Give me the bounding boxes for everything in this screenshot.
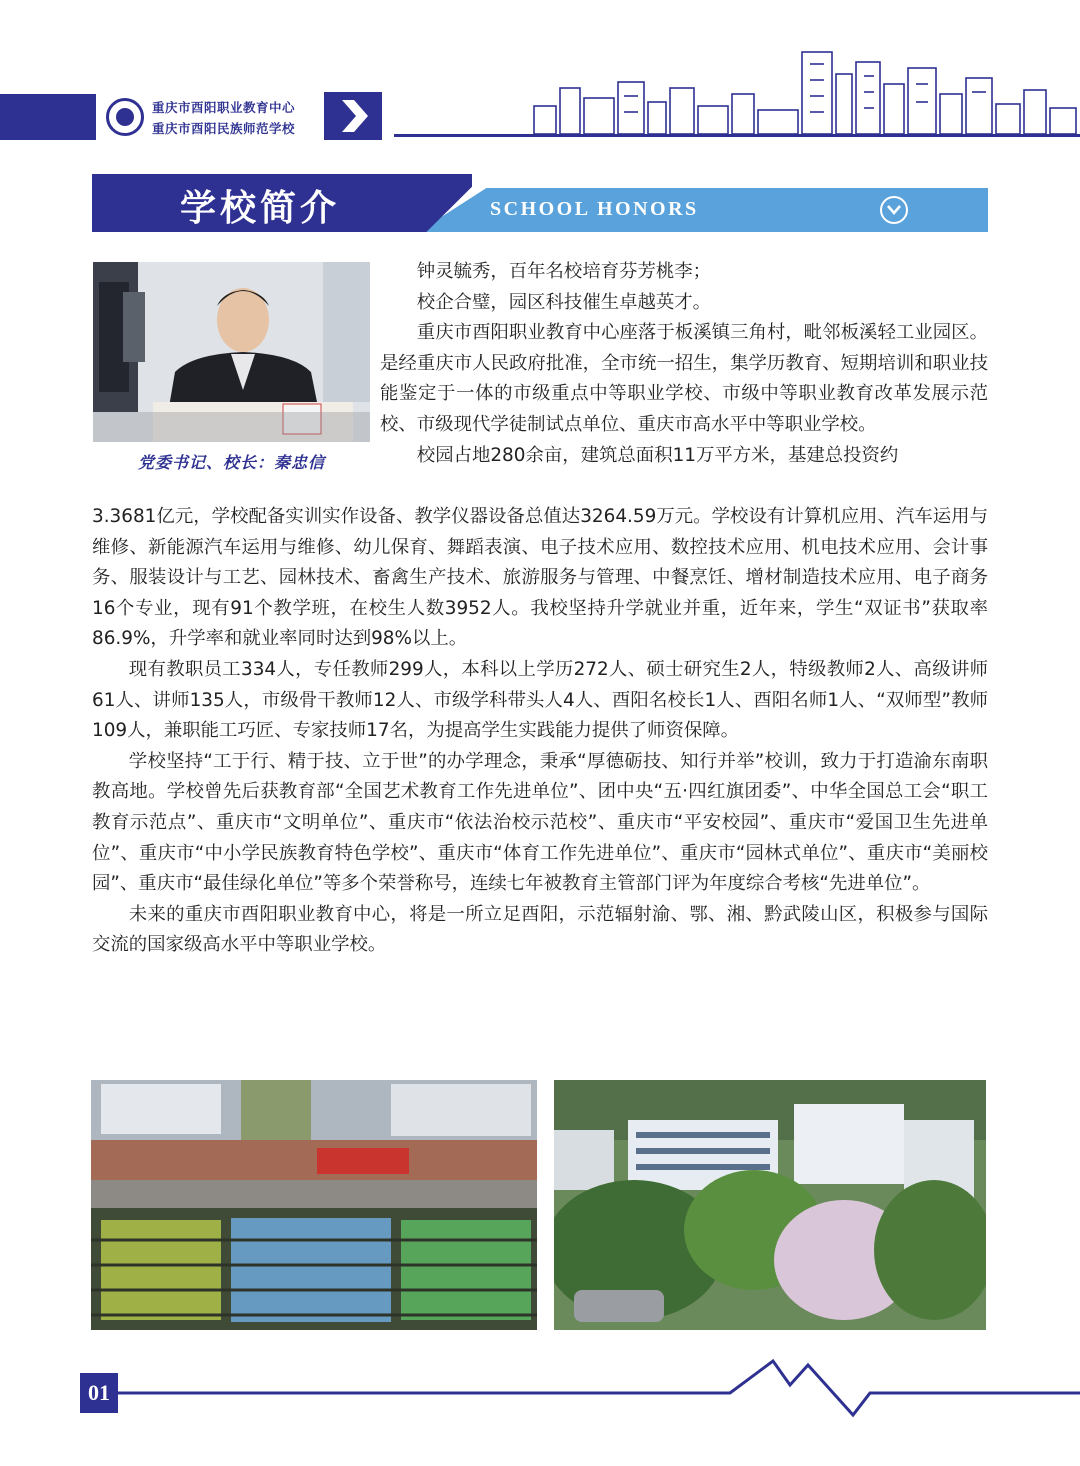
campus-buildings-photo	[554, 1080, 986, 1330]
section-subtitle-en: SCHOOL HONORS	[490, 198, 699, 220]
paragraph-campus-start: 校园占地280余亩，建筑总面积11万平方米，基建总投资约	[416, 444, 899, 466]
paragraph-overview: 重庆市酉阳职业教育中心座落于板溪镇三角村，毗邻板溪轻工业园区。是经重庆市人民政府批准，全市统一招生，集学历教育、短期培训和职业技能鉴定于一体的市级重点中等职业学校、市级中等职业教育改革发展示范校、市级现代学徒制试点单位、重庆市高水平中等职业学校。	[380, 322, 988, 435]
chevron-right-icon	[324, 92, 382, 140]
paragraph-campus-rest: 3.3681亿元，学校配备实训实作设备、教学仪器设备总值达3264.59万元。学校设有计算机应用、汽车运用与维修、新能源汽车运用与维修、幼儿保育、舞蹈表演、电子技术应用、数控技术应用、机电技术应用、会计事务、服装设计与工艺、园林技术、畜禽生产技术、旅游服务与管理、中餐烹饪、增材制造技术应用、电子商务16个专业，现有91个教学班，在校生人数3952人。我校坚持升学就业并重，近年来，学生“双证书”获取率86.9%，升学率和就业率同时达到98%以上。	[92, 506, 988, 650]
page-number: 01	[80, 1373, 118, 1413]
paragraph-honors: 学校坚持“工于行、精于技、立于世”的办学理念，秉承“厚德砺技、知行并举”校训，致力于打造渝东南职教高地。学校曾先后获教育部“全国艺术教育工作先进单位”、团中央“五·四红旗团委”、中华全国总工会“职工教育示范点”、重庆市“文明单位”、重庆市“依法治校示范校”、重庆市“平安校园”、重庆市“爱国卫生先进单位”、重庆市“中小学民族教育特色学校”、重庆市“体育工作先进单位”、重庆市“园林式单位”、重庆市“美丽校园”、重庆市“最佳绿化单位”等多个荣誉称号，连续七年被教育主管部门评为年度综合考核“先进单位”。	[92, 750, 988, 895]
footer-rule	[118, 1355, 1080, 1425]
city-skyline-icon	[530, 44, 1080, 136]
paragraph-staff: 现有教职员工334人，专任教师299人，本科以上学历272人、硕士研究生2人，特级教师2人、高级讲师61人、讲师135人，市级骨干教师12人、市级学科带头人4人、酉阳名校长1人、酉阳名师1人、“双师型”教师109人，兼职能工巧匠、专家技师17名，为提高学生实践能力提供了师资保障。	[92, 658, 988, 742]
intro-couplet-1: 钟灵毓秀，百年名校培育芬芳桃李；	[416, 261, 712, 282]
school-name-line2: 重庆市酉阳民族师范学校	[152, 120, 296, 136]
chevron-down-circle-icon	[880, 196, 908, 224]
intro-text-right	[380, 257, 988, 471]
header-accent-bar	[0, 94, 96, 140]
section-title: 学校简介	[180, 187, 341, 229]
principal-photo	[93, 262, 370, 442]
school-logo-block	[96, 92, 324, 142]
body-text-full	[92, 502, 988, 961]
campus-assembly-photo	[91, 1080, 537, 1330]
school-emblem-icon	[106, 98, 144, 136]
school-name-block	[152, 98, 295, 137]
paragraph-future: 未来的重庆市酉阳职业教育中心，将是一所立足酉阳，示范辐射渝、鄂、湘、黔武陵山区，积极参与国际交流的国家级高水平中等职业学校。	[92, 903, 988, 956]
school-name-line1: 重庆市酉阳职业教育中心	[152, 99, 296, 115]
intro-couplet-2: 校企合璧，园区科技催生卓越英才。	[416, 291, 712, 313]
principal-caption: 党委书记、校长：秦忠信	[137, 453, 325, 472]
